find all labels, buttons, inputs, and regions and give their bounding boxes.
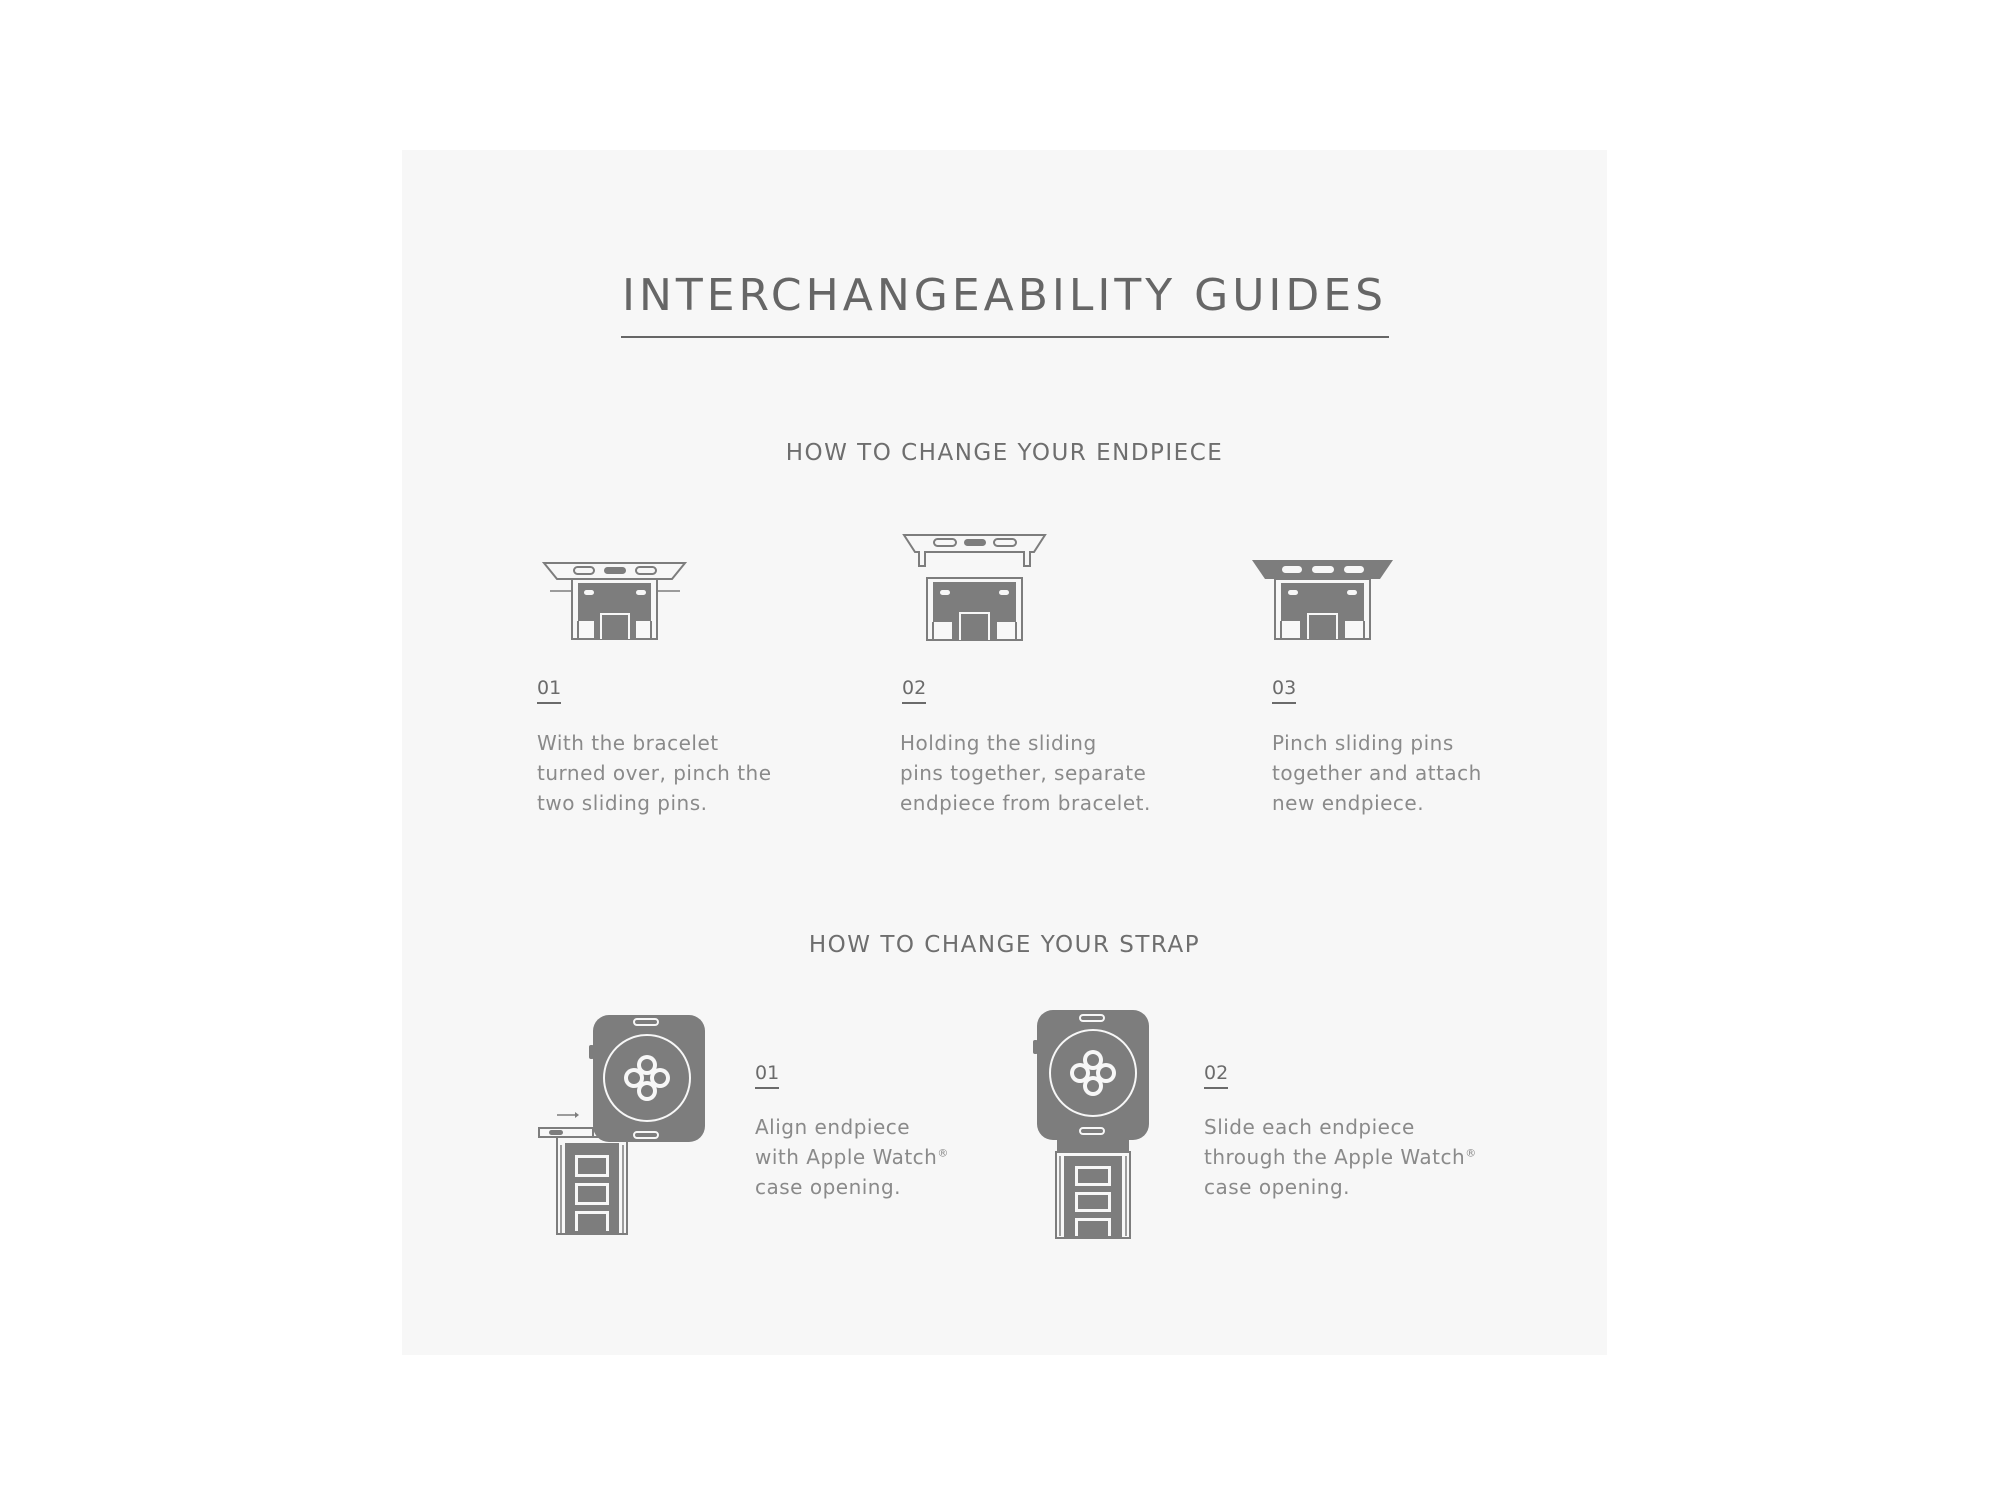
text-line bbox=[755, 1142, 949, 1172]
endpiece-step-3-number: 03 bbox=[1272, 677, 1296, 704]
text-line: With the bracelet bbox=[537, 731, 719, 755]
strap-step-2-text bbox=[1204, 1112, 1477, 1202]
text-fragment: with Apple Watch bbox=[755, 1145, 938, 1169]
text-line: case opening. bbox=[755, 1175, 902, 1199]
registered-mark: ® bbox=[937, 1146, 949, 1160]
watch-align-icon bbox=[537, 1015, 722, 1235]
text-line: pins together, separate bbox=[900, 761, 1147, 785]
strap-step-1-number: 01 bbox=[755, 1062, 779, 1089]
text-fragment: through the Apple Watch bbox=[1204, 1145, 1466, 1169]
page-title: INTERCHANGEABILITY GUIDES bbox=[621, 270, 1388, 321]
endpiece-step-2-text bbox=[900, 728, 1151, 818]
text-line: endpiece from bracelet. bbox=[900, 791, 1151, 815]
strap-step-2-number: 02 bbox=[1204, 1062, 1228, 1089]
text-line bbox=[1204, 1142, 1477, 1172]
endpiece-step-1-text bbox=[537, 728, 772, 818]
text-line: two sliding pins. bbox=[537, 791, 708, 815]
endpiece-attach-icon bbox=[1250, 555, 1395, 640]
text-line: Pinch sliding pins bbox=[1272, 731, 1454, 755]
guide-panel bbox=[402, 150, 1607, 1355]
endpiece-step-3-text bbox=[1272, 728, 1482, 818]
endpiece-step-2-number: 02 bbox=[902, 677, 926, 704]
text-line: Slide each endpiece bbox=[1204, 1115, 1415, 1139]
text-line: case opening. bbox=[1204, 1175, 1351, 1199]
text-line: together and attach bbox=[1272, 761, 1482, 785]
title-underline bbox=[621, 336, 1389, 338]
strap-section-heading: HOW TO CHANGE YOUR STRAP bbox=[808, 932, 1201, 958]
watch-slide-icon bbox=[1032, 1010, 1157, 1240]
text-line: Holding the sliding bbox=[900, 731, 1097, 755]
registered-mark: ® bbox=[1465, 1146, 1477, 1160]
endpiece-pinch-icon bbox=[542, 555, 687, 640]
endpiece-section-heading: HOW TO CHANGE YOUR ENDPIECE bbox=[785, 440, 1224, 466]
text-line: Align endpiece bbox=[755, 1115, 911, 1139]
endpiece-separate-icon bbox=[902, 530, 1047, 642]
endpiece-step-1-number: 01 bbox=[537, 677, 561, 704]
strap-step-1-text bbox=[755, 1112, 949, 1202]
text-line: turned over, pinch the bbox=[537, 761, 772, 785]
text-line: new endpiece. bbox=[1272, 791, 1425, 815]
